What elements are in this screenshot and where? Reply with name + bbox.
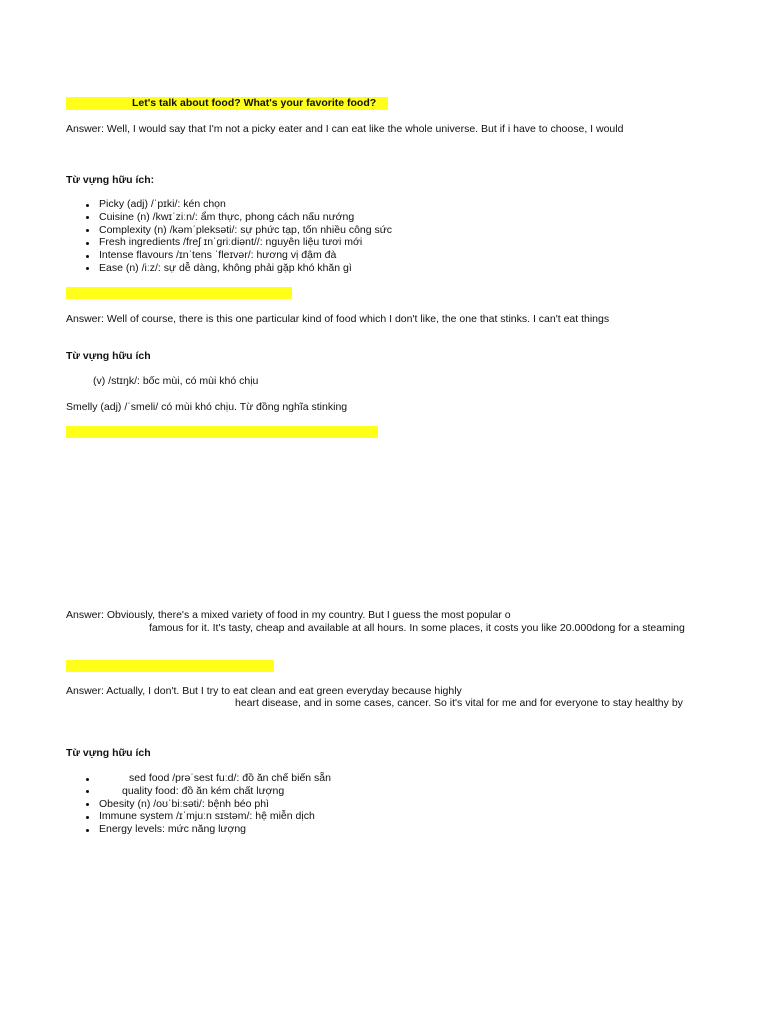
answer-1: Answer: Well, I would say that I'm not a picky eater and I can eat like the whole universe. But if i have to choose, I would bbox=[66, 123, 624, 135]
vocab-heading-1: Từ vựng hữu ích: bbox=[66, 174, 155, 186]
vocab-list-4 bbox=[99, 772, 331, 836]
answer-3-line-1: Answer: Obviously, there's a mixed variety of food in my country. But I guess the most popular o bbox=[66, 609, 511, 621]
answer-3-line-2: famous for it. It's tasty, cheap and available at all hours. In some places, it costs you like 20.000dong for a steaming bbox=[149, 622, 685, 634]
list-item: Picky (adj) /ˈpɪki/: kén chọn bbox=[99, 198, 392, 211]
question-highlight-4 bbox=[66, 660, 274, 672]
list-item: Obesity (n) /oʊˈbiːsəti/: bệnh béo phì bbox=[99, 798, 331, 811]
vocab-heading-4: Từ vựng hữu ích bbox=[66, 747, 151, 759]
vocab-line-stink: (v) /stɪŋk/: bốc mùi, có mùi khó chịu bbox=[93, 375, 259, 387]
question-highlight-2 bbox=[66, 287, 292, 299]
list-item: Complexity (n) /kəmˈpleksəti/: sự phức tạp, tốn nhiều công sức bbox=[99, 223, 393, 236]
list-item: Intense flavours /ɪnˈtens ˈfleɪvər/: hương vị đậm đà bbox=[99, 249, 392, 262]
answer-2: Answer: Well of course, there is this one particular kind of food which I don't like, the one that stinks. I can't eat things bbox=[66, 313, 610, 325]
list-item: Energy levels: mức năng lượng bbox=[99, 823, 331, 836]
answer-4-line-2: heart disease, and in some cases, cancer. So it's vital for me and for everyone to stay healthy by bbox=[235, 697, 683, 709]
vocab-list-1 bbox=[99, 198, 392, 275]
question-highlight-3 bbox=[66, 426, 378, 438]
list-item: sed food /prəˈsest fuːd/: đồ ăn chế biến sẵn bbox=[99, 772, 331, 785]
vocab-heading-2: Từ vựng hữu ích bbox=[66, 350, 151, 362]
question-1: Let's talk about food? What's your favorite food? bbox=[132, 97, 377, 109]
list-item: Fresh ingredients /freʃ ɪnˈɡriːdiənt//: nguyên liệu tươi mới bbox=[99, 236, 392, 249]
list-item: Immune system /ɪˈmjuːn sɪstəm/: hệ miễn dịch bbox=[99, 810, 331, 823]
vocab-line-smelly: Smelly (adj) /ˈsmeli/ có mùi khó chịu. Từ đồng nghĩa stinking bbox=[66, 401, 348, 413]
list-item: quality food: đồ ăn kém chất lượng bbox=[99, 785, 331, 798]
list-item: Ease (n) /iːz/: sự dễ dàng, không phải gặp khó khăn gì bbox=[99, 262, 392, 275]
answer-4-line-1: Answer: Actually, I don't. But I try to eat clean and eat green everyday because highly bbox=[66, 685, 462, 697]
list-item: Cuisine (n) /kwɪˈziːn/: ẩm thực, phong cách nấu nướng bbox=[99, 211, 392, 224]
